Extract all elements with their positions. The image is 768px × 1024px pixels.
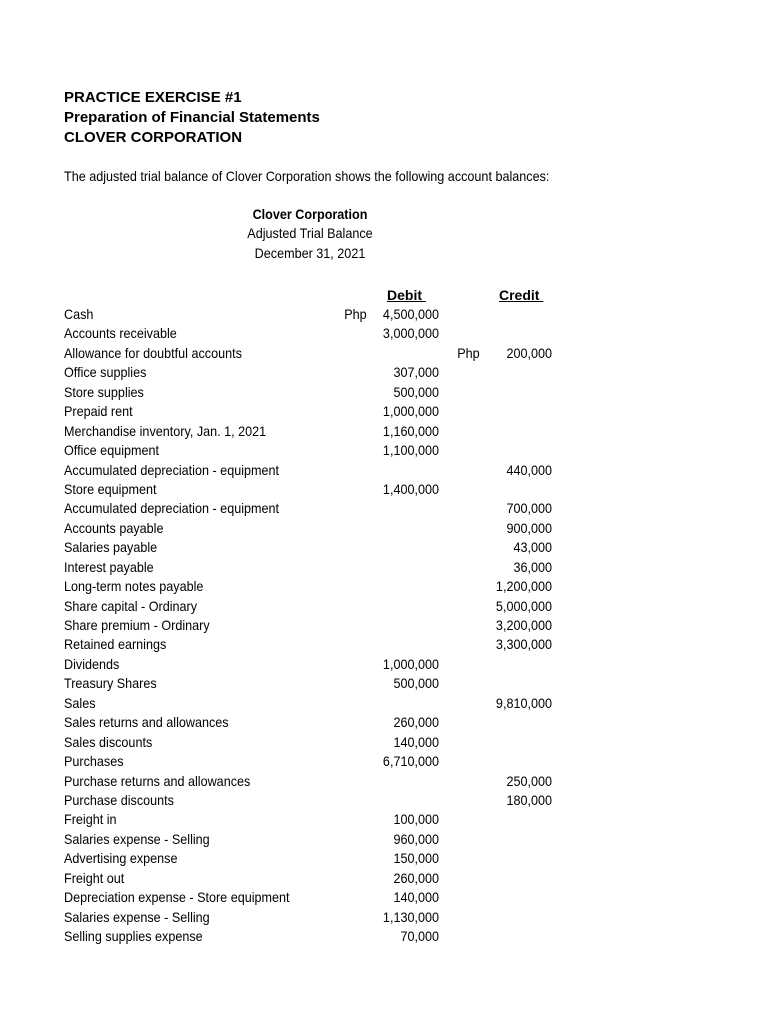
debit-amount: 260,000: [393, 714, 439, 731]
credit-amount: 9,810,000: [495, 694, 552, 711]
account-name: Sales: [64, 694, 96, 711]
account-name: Cash: [64, 306, 94, 322]
debit-amount: 140,000: [393, 889, 439, 906]
account-name: Sales discounts: [64, 733, 153, 750]
account-name: Long-term notes payable: [64, 578, 204, 595]
debit-amount: 307,000: [393, 364, 439, 381]
account-name: Accounts receivable: [64, 325, 177, 342]
credit-amount: 250,000: [506, 772, 552, 789]
account-name: Salaries payable: [64, 539, 158, 556]
tb-date: December 31, 2021: [254, 244, 366, 261]
debit-amount: 1,130,000: [382, 908, 439, 925]
debit-amount: 6,710,000: [382, 753, 439, 770]
account-name: Freight in: [64, 811, 117, 828]
debit-amount: 4,500,000: [382, 306, 439, 322]
table-row: [0, 791, 768, 810]
table-row: [0, 305, 768, 324]
tb-statement-name: Adjusted Trial Balance: [247, 225, 373, 242]
credit-currency: Php: [457, 344, 480, 361]
table-row: [0, 461, 768, 480]
table-row: [0, 597, 768, 616]
account-name: Salaries expense - Selling: [64, 908, 210, 925]
account-name: Store equipment: [64, 480, 157, 497]
company-title: CLOVER CORPORATION: [64, 129, 243, 146]
table-row: [0, 499, 768, 518]
debit-amount: 70,000: [400, 928, 439, 944]
debit-amount: 500,000: [393, 383, 439, 400]
debit-amount: 1,100,000: [382, 442, 439, 459]
table-row: [0, 694, 768, 713]
debit-amount: 1,400,000: [382, 480, 439, 497]
table-row: [0, 888, 768, 907]
account-name: Share capital - Ordinary: [64, 597, 198, 614]
debit-amount: 960,000: [393, 830, 439, 847]
tb-company: Clover Corporation: [252, 206, 368, 222]
table-row: [0, 772, 768, 791]
debit-amount: 1,000,000: [382, 655, 439, 672]
table-row: [0, 635, 768, 654]
account-name: Merchandise inventory, Jan. 1, 2021: [64, 422, 267, 439]
credit-amount: 3,300,000: [495, 636, 552, 653]
account-name: Accounts payable: [64, 519, 164, 536]
table-row: [0, 344, 768, 363]
account-name: Allowance for doubtful accounts: [64, 344, 242, 361]
table-row: [0, 324, 768, 343]
table-row: [0, 713, 768, 732]
table-row: [0, 674, 768, 693]
credit-amount: 5,000,000: [495, 597, 552, 614]
table-row: [0, 752, 768, 771]
exercise-title: PRACTICE EXERCISE #1: [64, 89, 242, 106]
account-name: Selling supplies expense: [64, 928, 203, 944]
table-row: [0, 383, 768, 402]
table-row: [0, 422, 768, 441]
table-row: [0, 519, 768, 538]
table-row: [0, 558, 768, 577]
account-name: Prepaid rent: [64, 403, 133, 420]
account-name: Treasury Shares: [64, 675, 157, 692]
credit-amount: 43,000: [513, 539, 552, 556]
table-row: [0, 363, 768, 382]
account-name: Office equipment: [64, 442, 160, 459]
account-name: Purchase discounts: [64, 791, 174, 808]
table-row: [0, 849, 768, 868]
credit-amount: 180,000: [506, 791, 552, 808]
table-row: [0, 908, 768, 927]
account-name: Depreciation expense - Store equipment: [64, 889, 290, 906]
credit-amount: 900,000: [506, 519, 552, 536]
account-name: Interest payable: [64, 558, 154, 575]
account-name: Freight out: [64, 869, 125, 886]
credit-amount: 700,000: [506, 500, 552, 517]
account-name: Accumulated depreciation - equipment: [64, 500, 280, 517]
credit-amount: 1,200,000: [495, 578, 552, 595]
table-row: [0, 441, 768, 460]
account-name: Sales returns and allowances: [64, 714, 229, 731]
credit-amount: 440,000: [506, 461, 552, 478]
table-row: [0, 655, 768, 674]
document-heading: [64, 88, 320, 148]
account-name: Store supplies: [64, 383, 144, 400]
trial-balance-title: [180, 205, 440, 263]
table-row: [0, 538, 768, 557]
debit-amount: 500,000: [393, 675, 439, 692]
table-row: [0, 830, 768, 849]
account-name: Office supplies: [64, 364, 147, 381]
intro-text: The adjusted trial balance of Clover Corporation shows the following account balances:: [64, 168, 550, 184]
table-row: [0, 869, 768, 888]
account-name: Retained earnings: [64, 636, 167, 653]
account-name: Purchase returns and allowances: [64, 772, 251, 789]
debit-amount: 1,000,000: [382, 403, 439, 420]
debit-amount: 1,160,000: [382, 422, 439, 439]
debit-amount: 140,000: [393, 733, 439, 750]
account-name: Purchases: [64, 753, 124, 770]
debit-amount: 100,000: [393, 811, 439, 828]
debit-amount: 260,000: [393, 869, 439, 886]
table-row: [0, 480, 768, 499]
table-row: [0, 733, 768, 752]
credit-amount: 3,200,000: [495, 617, 552, 633]
table-row: [0, 810, 768, 829]
account-name: Salaries expense - Selling: [64, 830, 210, 847]
credit-amount: 200,000: [506, 344, 552, 361]
debit-amount: 3,000,000: [382, 325, 439, 342]
credit-column-header: Credit: [499, 287, 544, 303]
topic-title: Preparation of Financial Statements: [64, 109, 320, 126]
account-name: Advertising expense: [64, 850, 178, 867]
account-name: Share premium - Ordinary: [64, 617, 210, 633]
table-row: [0, 577, 768, 596]
table-row: [0, 927, 768, 946]
debit-amount: 150,000: [393, 850, 439, 867]
trial-balance-table: [0, 305, 768, 946]
account-name: Accumulated depreciation - equipment: [64, 461, 280, 478]
debit-column-header: Debit: [387, 287, 426, 303]
debit-currency: Php: [344, 306, 367, 322]
credit-amount: 36,000: [513, 558, 552, 575]
table-row: [0, 616, 768, 635]
account-name: Dividends: [64, 655, 120, 672]
table-row: [0, 402, 768, 421]
